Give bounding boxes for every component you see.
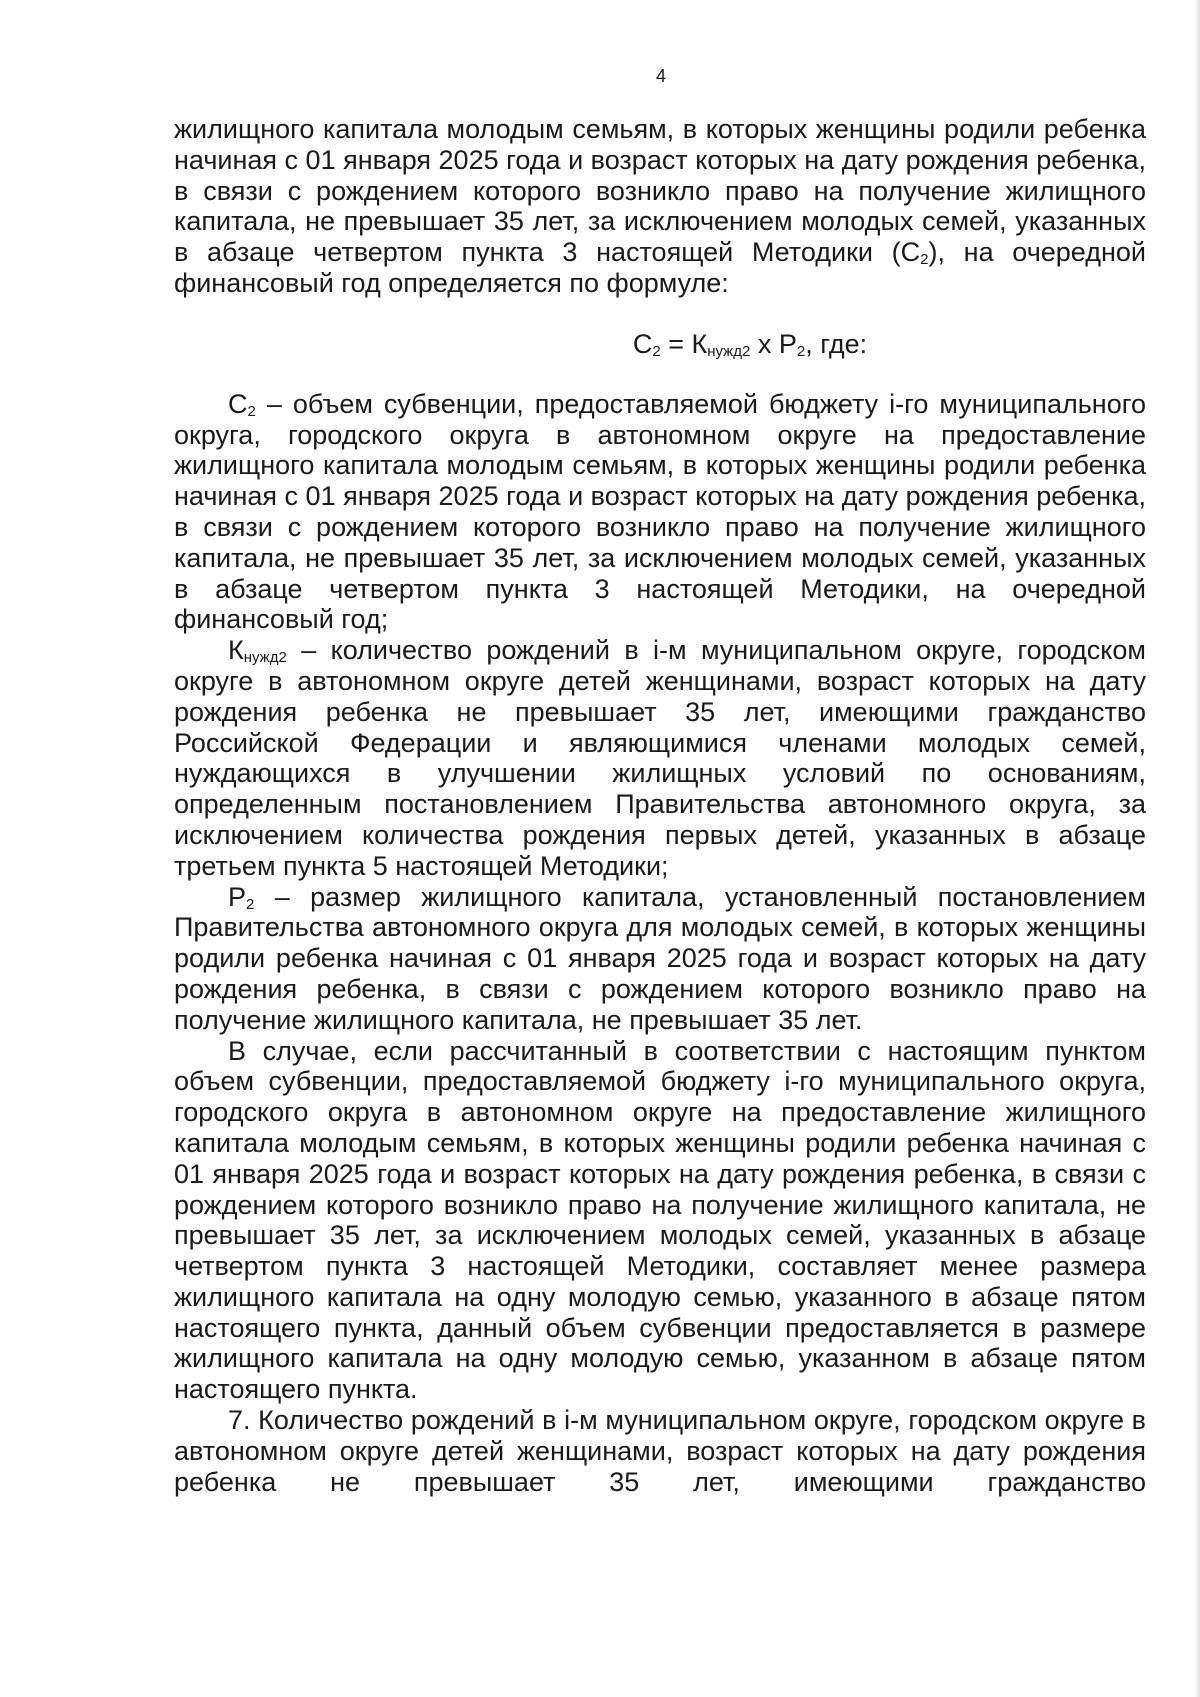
- formula-lhs: С: [632, 328, 653, 359]
- definition-subscript: 2: [247, 402, 256, 420]
- formula: [174, 327, 1146, 361]
- formula-lhs-subscript: 2: [652, 342, 661, 360]
- definition-text: – размер жилищного капитала, установленный постановлением Правительства автономного округа для молодых семей, в которых женщины родили ребенка начиная с 01 января 2025 года и возраст которых на дату рождения ребенка, в связи с рождением которого возникло право на получение жилищного капитала, не превышает 35 лет.: [174, 881, 1146, 1035]
- formula-k-subscript: нужд2: [707, 342, 751, 360]
- definition-text: – количество рождений в i-м муниципальном округе, городском округе в автономном округе детей женщинами, возраст которых на дату рождения ребенка не превышает 35 лет, имеющими гражданство Российской Федерации и являющимися членами молодых семей, нуждающихся в улучшении жилищных условий по основаниям, определенным постановлением Правительства автономного округа, за исключением количества рождения первых детей, указанных в абзаце третьем пункта 5 настоящей Методики;: [174, 635, 1146, 881]
- page-edge-shadow: [1194, 0, 1200, 1697]
- intro-text: жилищного капитала молодым семьям, в которых женщины родили ребенка начиная с 01 января 2025 года и возраст которых на дату рождения ребенка, в связи с рождением которого возникло право на получение жилищного капитала, не превышает 35 лет, за исключением молодых семей, указанных в абзаце четвертом пункта 3 настоящей Методики (С: [174, 114, 1146, 268]
- formula-equals-k: = К: [660, 328, 708, 359]
- definition-c2: [174, 389, 1146, 635]
- definition-symbol: К: [228, 635, 244, 666]
- definition-p2: [174, 882, 1146, 1036]
- definition-subscript: 2: [246, 895, 255, 913]
- formula-tail: , где:: [805, 328, 868, 359]
- intro-subscript: 2: [920, 251, 929, 269]
- intro-paragraph: [174, 114, 1146, 299]
- definition-subscript: нужд2: [243, 649, 287, 667]
- document-body: [174, 114, 1146, 1497]
- definition-symbol: Р: [228, 881, 247, 912]
- definition-symbol: С: [228, 388, 248, 419]
- subvention-minimum-paragraph: В случае, если рассчитанный в соответствии с настоящим пунктом объем субвенции, предоставляемой бюджету i-го муниципального округа, городского округа в автономном округе на предоставление жилищного капитала молодым семьям, в которых женщины родили ребенка начиная с 01 января 2025 года и возраст которых на дату рождения ребенка, в связи с рождением которого возникло право на получение жилищного капитала, не превышает 35 лет, за исключением молодых семей, указанных в абзаце четвертом пункта 3 настоящей Методики, составляет менее размера жилищного капитала на одну молодую семью, указанного в абзаце пятом настоящего пункта, данный объем субвенции предоставляется в размере жилищного капитала на одну молодую семью, указанном в абзаце пятом настоящего пункта.: [174, 1035, 1146, 1405]
- definition-k-nuzhd2: [174, 635, 1146, 881]
- item-7-paragraph: 7. Количество рождений в i-м муниципальном округе, городском округе в автономном округе детей женщинами, возраст которых на дату рождения ребенка не превышает 35 лет, имеющими гражданство: [174, 1405, 1146, 1497]
- page-number: 4: [655, 66, 666, 86]
- definition-text: – объем субвенции, предоставляемой бюджету i-го муниципального округа, городского округа в автономном округе на предоставление жилищного капитала молодым семьям, в которых женщины родили ребенка начиная с 01 января 2025 года и возраст которых на дату рождения ребенка, в связи с рождением которого возникло право на получение жилищного капитала, не превышает 35 лет, за исключением молодых семей, указанных в абзаце четвертом пункта 3 настоящей Методики, на очередной финансовый год;: [174, 388, 1146, 635]
- formula-times-p: х Р: [750, 328, 797, 359]
- formula-p-subscript: 2: [796, 342, 806, 360]
- intro-tail: ), на очередной финансовый год определяется по формуле:: [174, 237, 1146, 298]
